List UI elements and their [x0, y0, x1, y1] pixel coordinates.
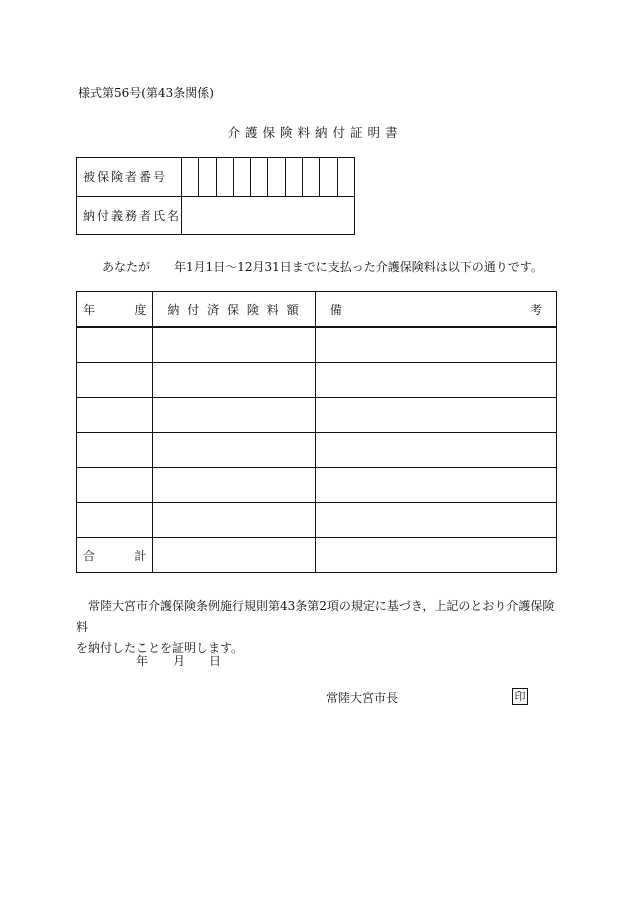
- digit-box[interactable]: [285, 158, 302, 196]
- header-remarks-left: 備: [329, 302, 342, 317]
- insured-info-table: [76, 157, 355, 235]
- header-year-right: 度: [134, 302, 147, 317]
- amount-cell[interactable]: [153, 363, 315, 398]
- insured-number-row: [77, 158, 354, 197]
- table-row: [77, 398, 557, 433]
- issuer-name: 常陸大宮市長: [326, 691, 399, 705]
- header-amount-char: 納: [167, 302, 180, 317]
- statement-text: あなたが 年1月1日〜12月31日までに支払った介護保険料は以下の通りです。: [102, 260, 543, 274]
- amount-cell[interactable]: [153, 503, 315, 538]
- total-label: [77, 538, 153, 573]
- date-line: [136, 652, 221, 669]
- document-title: 介護保険料納付証明書: [227, 125, 403, 140]
- premium-table: [76, 291, 557, 573]
- header-amount-char: 付: [187, 302, 200, 317]
- digit-box[interactable]: [182, 158, 198, 196]
- year-cell[interactable]: [77, 363, 153, 398]
- remarks-cell[interactable]: [315, 398, 556, 433]
- header-remarks-right: 考: [529, 302, 542, 317]
- digit-box[interactable]: [319, 158, 336, 196]
- header-amount-char: 保: [227, 302, 240, 317]
- total-row: [77, 538, 557, 573]
- table-row: [77, 468, 557, 503]
- remarks-cell[interactable]: [315, 468, 556, 503]
- header-amount-char: 済: [207, 302, 220, 317]
- year-cell[interactable]: [77, 433, 153, 468]
- total-amount-cell[interactable]: [153, 538, 315, 573]
- date-day: 日: [209, 654, 222, 668]
- header-year: [77, 292, 153, 328]
- total-label-left: 合: [83, 548, 96, 563]
- payer-name-row: [77, 197, 354, 235]
- amount-cell[interactable]: [153, 398, 315, 433]
- remarks-cell[interactable]: [315, 327, 556, 363]
- total-label-right: 計: [134, 548, 147, 563]
- year-cell[interactable]: [77, 398, 153, 433]
- table-row: [77, 363, 557, 398]
- form-number: 様式第56号(第43条関係): [78, 86, 214, 100]
- table-row: [77, 327, 557, 363]
- digit-box[interactable]: [337, 158, 354, 196]
- header-remarks: [315, 292, 556, 328]
- header-amount-char: 険: [246, 302, 259, 317]
- date-month: 月: [173, 654, 186, 668]
- remarks-cell[interactable]: [315, 503, 556, 538]
- digit-box[interactable]: [250, 158, 267, 196]
- year-cell[interactable]: [77, 503, 153, 538]
- amount-cell[interactable]: [153, 468, 315, 503]
- table-row: [77, 433, 557, 468]
- certification-line-2: を納付したことを証明します。: [76, 641, 244, 655]
- year-cell[interactable]: [77, 468, 153, 503]
- digit-box[interactable]: [216, 158, 233, 196]
- table-row: [77, 503, 557, 538]
- header-amount-char: 額: [286, 302, 299, 317]
- table-header-row: [77, 292, 557, 328]
- header-amount: [153, 292, 315, 328]
- digit-box[interactable]: [233, 158, 250, 196]
- amount-cell[interactable]: [153, 327, 315, 363]
- payer-name-field[interactable]: [182, 197, 354, 235]
- total-remarks-cell[interactable]: [315, 538, 556, 573]
- seal-mark: 印: [512, 688, 528, 705]
- certification-line-1: 常陸大宮市介護保険条例施行規則第43条第2項の規定に基づき，上記のとおり介護保険料: [76, 599, 555, 634]
- year-cell[interactable]: [77, 327, 153, 363]
- header-year-left: 年: [83, 302, 96, 317]
- digit-box[interactable]: [198, 158, 215, 196]
- header-amount-char: 料: [266, 302, 279, 317]
- digit-box[interactable]: [267, 158, 284, 196]
- amount-cell[interactable]: [153, 433, 315, 468]
- certification-text: [76, 596, 566, 659]
- date-year: 年: [136, 654, 149, 668]
- digit-box[interactable]: [302, 158, 319, 196]
- insured-number-label: 被保険者番号: [77, 158, 182, 196]
- remarks-cell[interactable]: [315, 363, 556, 398]
- insured-number-boxes[interactable]: [182, 158, 354, 196]
- payer-name-label: 納付義務者氏名: [77, 197, 182, 235]
- remarks-cell[interactable]: [315, 433, 556, 468]
